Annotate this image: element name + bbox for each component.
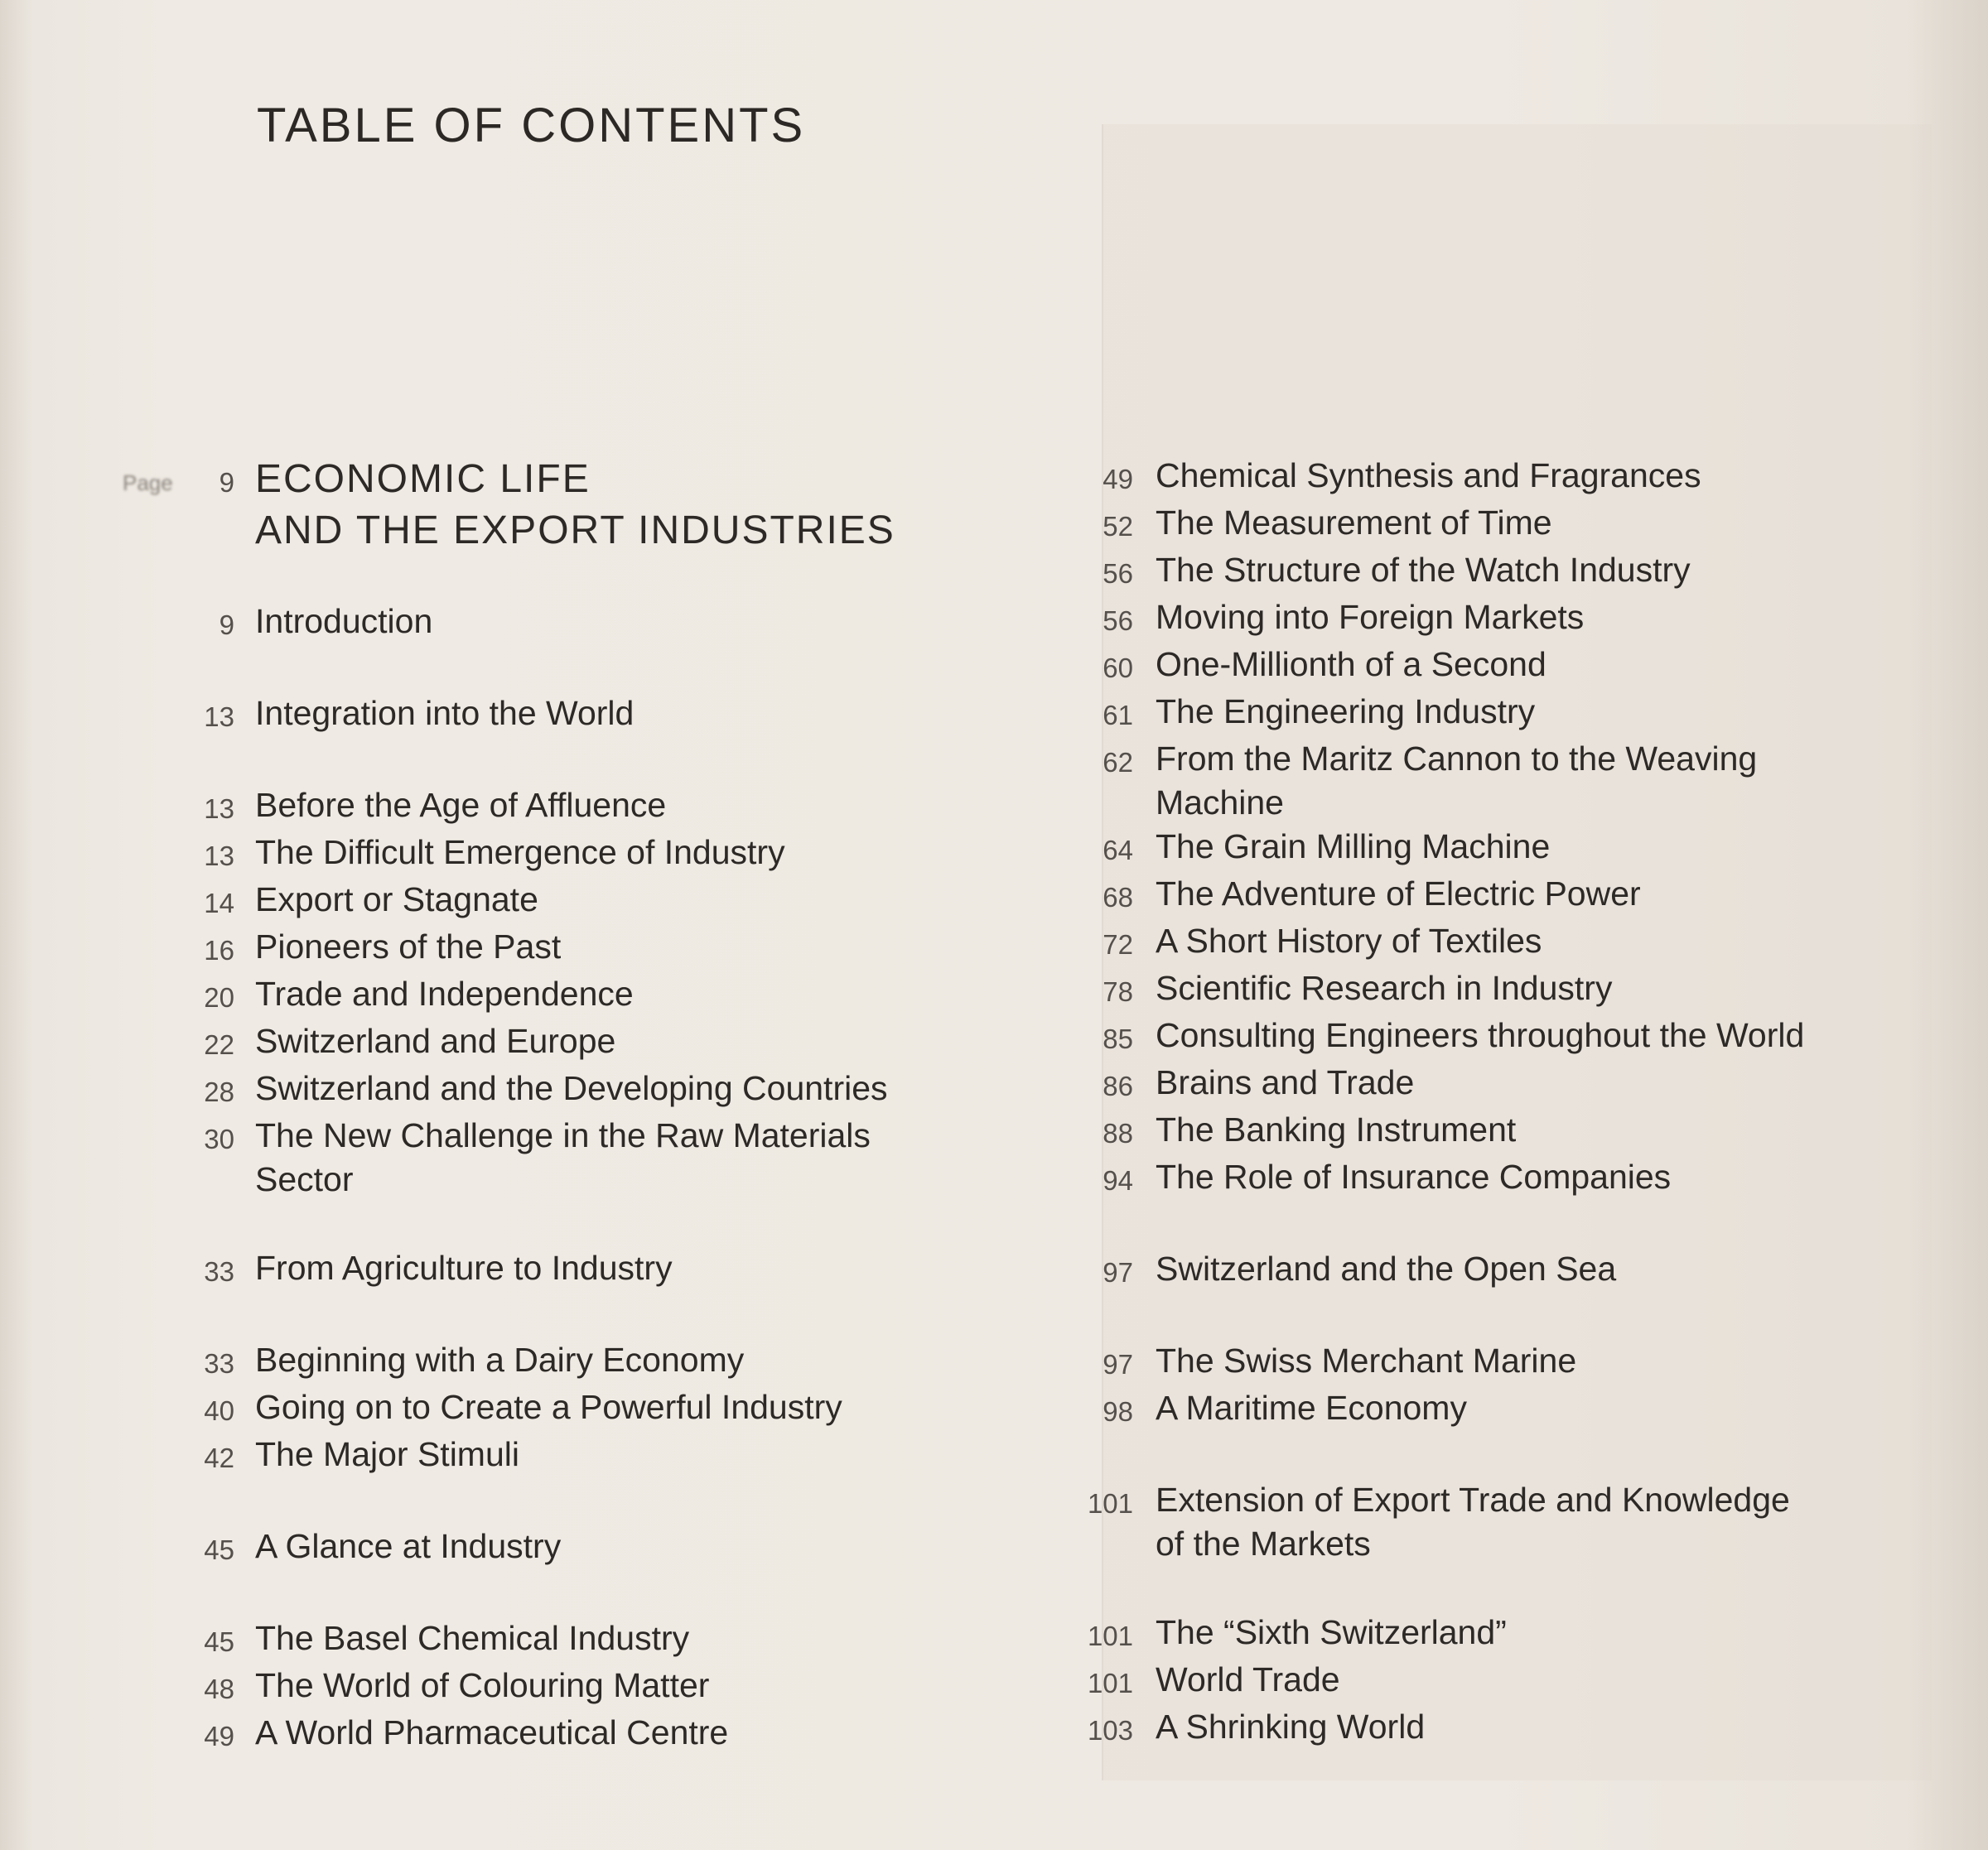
toc-section-title xyxy=(255,454,895,556)
page-prefix-label: Page xyxy=(123,470,173,495)
toc-entry-label: From Agriculture to Industry xyxy=(255,1249,673,1287)
toc-entry xyxy=(1077,595,1905,643)
toc-entry-label: Trade and Independence xyxy=(255,975,634,1013)
toc-entry-label: The Grain Milling Machine xyxy=(1156,827,1551,865)
toc-entry xyxy=(1077,1108,1905,1155)
toc-entry-label: World Trade xyxy=(1156,1660,1340,1698)
toc-entry-label: The “Sixth Switzerland” xyxy=(1156,1613,1507,1651)
toc-page-number: 101 xyxy=(1087,1621,1133,1651)
toc-entry-label: The Structure of the Watch Industry xyxy=(1156,551,1691,589)
toc-entry-label: Before the Age of Affluence xyxy=(255,786,667,824)
toc-page-number: 30 xyxy=(204,1124,234,1154)
toc-page-number: 22 xyxy=(204,1029,234,1060)
toc-page-number: 72 xyxy=(1103,929,1133,960)
toc-entry-label: Switzerland and the Open Sea xyxy=(1156,1250,1617,1288)
toc-entry-label: A World Pharmaceutical Centre xyxy=(255,1713,729,1751)
toc-page-number: 45 xyxy=(204,1626,234,1657)
toc-entry xyxy=(108,831,1019,878)
toc-entry-label: A Glance at Industry xyxy=(255,1527,562,1565)
toc-entry xyxy=(1077,454,1905,501)
toc-page-number: 33 xyxy=(204,1348,234,1379)
toc-page-number: 45 xyxy=(204,1534,234,1565)
toc-page-number: 13 xyxy=(204,793,234,824)
toc-page-number: 28 xyxy=(204,1077,234,1107)
toc-entry-label: A Short History of Textiles xyxy=(1156,922,1542,960)
toc-entry xyxy=(108,1616,1019,1664)
toc-entry-label: Integration into the World xyxy=(255,694,635,732)
toc-chapter xyxy=(108,1525,1019,1572)
toc-entry-label: Scientific Research in Industry xyxy=(1156,969,1613,1007)
toc-page-number: 42 xyxy=(204,1443,234,1473)
toc-entry-label: The Difficult Emergence of Industry xyxy=(255,833,785,871)
toc-entry-label: The Measurement of Time xyxy=(1156,503,1552,542)
toc-entry-label: Brains and Trade xyxy=(1156,1063,1415,1101)
toc-entry-label: A Maritime Economy xyxy=(1156,1389,1467,1427)
toc-entry xyxy=(108,1019,1019,1067)
toc-page-number: 98 xyxy=(1103,1396,1133,1427)
toc-entry-label: Moving into Foreign Markets xyxy=(1156,598,1585,636)
toc-entry xyxy=(108,783,1019,831)
toc-page-number: 78 xyxy=(1103,976,1133,1007)
toc-entry-label: The Basel Chemical Industry xyxy=(255,1619,690,1657)
toc-entry xyxy=(108,600,1019,647)
toc-page-number: 86 xyxy=(1103,1071,1133,1101)
toc-page-number: 56 xyxy=(1103,558,1133,589)
toc-entry xyxy=(1077,1339,1905,1386)
toc-entry-label: Going on to Create a Powerful Industry xyxy=(255,1388,842,1426)
toc-entry xyxy=(1077,643,1905,690)
toc-page-number: 9 xyxy=(219,609,234,640)
toc-entry xyxy=(1077,872,1905,919)
toc-page-number: 97 xyxy=(1103,1349,1133,1380)
toc-entry xyxy=(108,1067,1019,1114)
toc-entry xyxy=(1077,1386,1905,1433)
toc-entry-label-line1: Extension of Export Trade and Knowledge xyxy=(1156,1481,1790,1519)
toc-page-number: 68 xyxy=(1103,882,1133,913)
toc-entry-label: Beginning with a Dairy Economy xyxy=(255,1341,745,1379)
toc-entry xyxy=(108,1385,1019,1433)
toc-page-number: 85 xyxy=(1103,1024,1133,1054)
toc-entry-label: The Engineering Industry xyxy=(1156,692,1536,730)
toc-entry-label: The Role of Insurance Companies xyxy=(1156,1158,1672,1196)
toc-entry xyxy=(108,925,1019,972)
toc-page-number: 56 xyxy=(1103,605,1133,636)
toc-chapter xyxy=(108,1246,1019,1294)
toc-entry-label-line2: of the Markets xyxy=(1156,1525,1371,1563)
toc-entry-label: The Major Stimuli xyxy=(255,1435,519,1473)
toc-left-column xyxy=(108,454,1019,1758)
page-title: TABLE OF CONTENTS xyxy=(257,99,806,152)
toc-section-title-line1: ECONOMIC LIFE xyxy=(255,457,591,501)
toc-entry-label: The Adventure of Electric Power xyxy=(1156,874,1641,913)
toc-page-number: 33 xyxy=(204,1256,234,1287)
toc-chapter xyxy=(1077,1478,1905,1566)
toc-page-number: 103 xyxy=(1087,1715,1133,1746)
toc-entry-label: Consulting Engineers throughout the World xyxy=(1156,1016,1805,1054)
toc-page-number: 20 xyxy=(204,982,234,1013)
toc-page-number: 52 xyxy=(1103,511,1133,542)
toc-entry-label: The World of Colouring Matter xyxy=(255,1666,710,1704)
toc-entry-label: Switzerland and Europe xyxy=(255,1022,616,1060)
toc-entry-label: Introduction xyxy=(255,602,433,640)
toc-page-number: 16 xyxy=(204,935,234,966)
toc-entry xyxy=(1077,825,1905,872)
toc-page-number: 13 xyxy=(204,701,234,732)
toc-page-number: 64 xyxy=(1103,835,1133,865)
toc-section-heading xyxy=(108,454,1019,556)
toc-chapter xyxy=(1077,1247,1905,1294)
toc-page-number: 13 xyxy=(204,841,234,871)
toc-entry xyxy=(108,1433,1019,1480)
toc-entry xyxy=(108,1711,1019,1758)
toc-page-number: 62 xyxy=(1103,747,1133,778)
toc-entry-label: A Shrinking World xyxy=(1156,1708,1426,1746)
toc-chapter xyxy=(108,691,1019,739)
toc-entry xyxy=(1077,737,1905,825)
toc-page-number: 97 xyxy=(1103,1257,1133,1288)
toc-entry xyxy=(1077,690,1905,737)
toc-page-number: 88 xyxy=(1103,1118,1133,1149)
toc-entry-label: Export or Stagnate xyxy=(255,880,538,918)
toc-page-number: 48 xyxy=(204,1674,234,1704)
toc-entry xyxy=(108,1114,1019,1202)
toc-entry-label xyxy=(1156,1478,1790,1566)
toc-entry-label-line1: From the Maritz Cannon to the Weaving xyxy=(1156,740,1758,778)
toc-entry xyxy=(1077,919,1905,966)
toc-entry xyxy=(108,1664,1019,1711)
toc-entry-label: Chemical Synthesis and Fragrances xyxy=(1156,456,1701,494)
toc-page-number: 9 xyxy=(219,467,234,498)
toc-entry xyxy=(1077,1611,1905,1658)
toc-entry-label-line2: Sector xyxy=(255,1160,354,1198)
toc-page-number: 101 xyxy=(1087,1488,1133,1519)
toc-entry-label: The Banking Instrument xyxy=(1156,1110,1517,1149)
toc-entry xyxy=(1077,1014,1905,1061)
toc-entry xyxy=(1077,1658,1905,1705)
toc-section-title-line2: AND THE EXPORT INDUSTRIES xyxy=(255,508,895,552)
toc-entry xyxy=(1077,1155,1905,1202)
toc-page-number: 61 xyxy=(1103,700,1133,730)
page-edge-shadow xyxy=(1909,0,1988,1850)
toc-entry xyxy=(108,878,1019,925)
toc-page-number: 40 xyxy=(204,1395,234,1426)
toc-page-number: 101 xyxy=(1087,1668,1133,1698)
toc-entry xyxy=(108,1338,1019,1385)
toc-entry xyxy=(1077,1061,1905,1108)
toc-entry-label: The Swiss Merchant Marine xyxy=(1156,1342,1577,1380)
toc-entry xyxy=(1077,1705,1905,1752)
toc-entry xyxy=(1077,501,1905,548)
toc-entry-label-line1: The New Challenge in the Raw Materials xyxy=(255,1116,871,1154)
toc-page-number: 60 xyxy=(1103,653,1133,683)
toc-entry xyxy=(1077,966,1905,1014)
toc-page-number: 49 xyxy=(1103,464,1133,494)
toc-right-column xyxy=(1077,454,1905,1752)
toc-entry-label-line2: Machine xyxy=(1156,783,1284,821)
toc-entry-label: One-Millionth of a Second xyxy=(1156,645,1546,683)
toc-entry-label xyxy=(1156,737,1757,825)
toc-page-number: 94 xyxy=(1103,1165,1133,1196)
toc-page-number: 14 xyxy=(204,888,234,918)
toc-entry-label: Switzerland and the Developing Countries xyxy=(255,1069,888,1107)
toc-page-number: 49 xyxy=(204,1721,234,1751)
toc-entry xyxy=(108,972,1019,1019)
toc-entry xyxy=(1077,548,1905,595)
toc-entry-label: Pioneers of the Past xyxy=(255,927,562,966)
toc-entry-label xyxy=(255,1114,871,1202)
